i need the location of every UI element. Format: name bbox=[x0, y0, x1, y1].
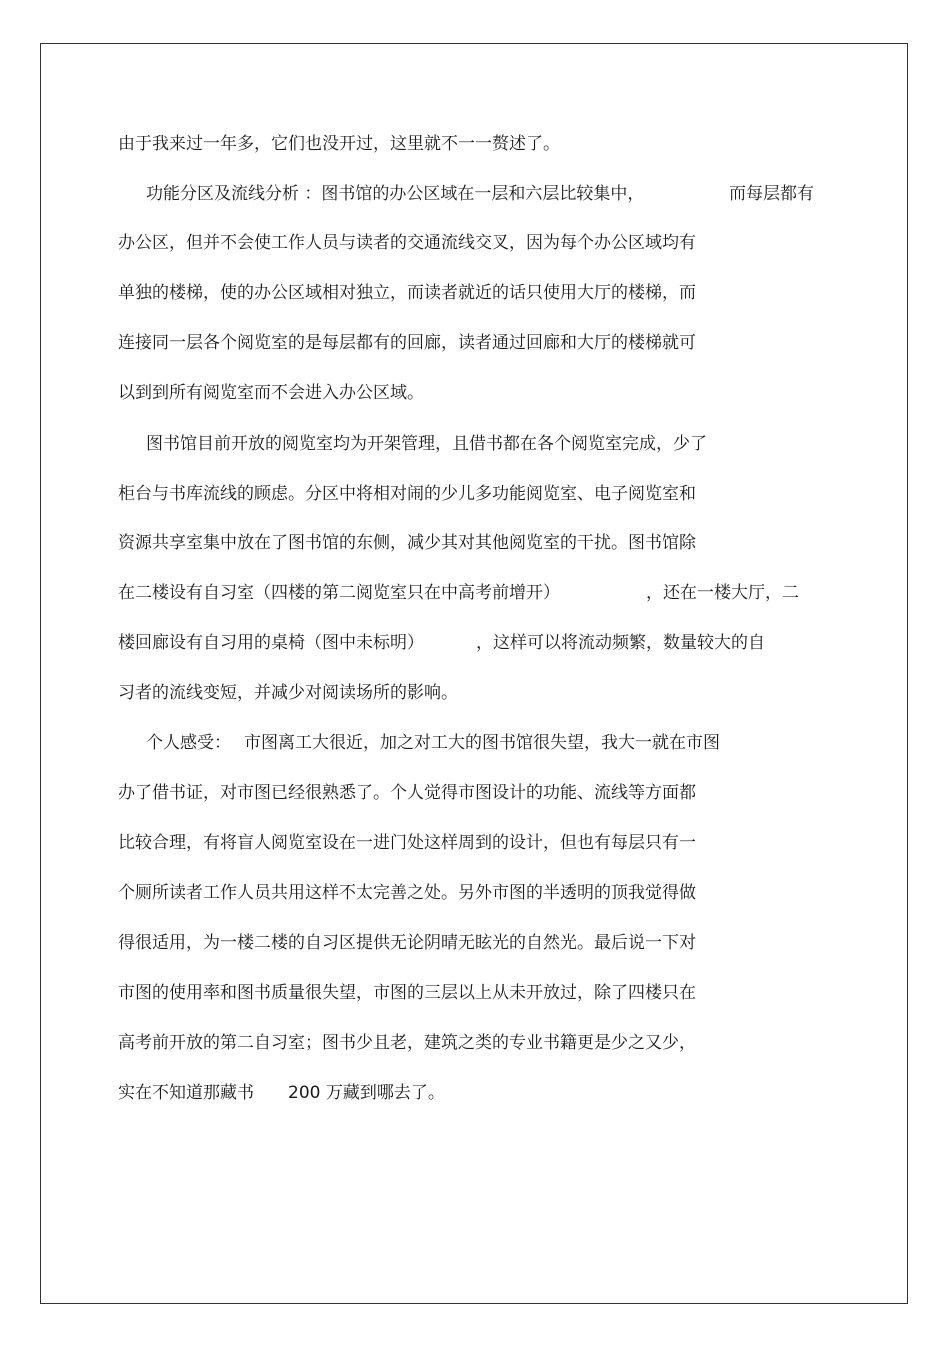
section-heading-feeling: 个人感受： bbox=[146, 733, 231, 753]
text-line: 单独的楼梯，使的办公区域相对独立，而读者就近的话只使用大厅的楼梯，而 bbox=[118, 283, 696, 303]
section-heading-function: 功能分区及流线分析 ：图书馆的办公区域在一层和六层比较集中， bbox=[146, 184, 645, 204]
text-line: ，还在一楼大厅，二 bbox=[646, 583, 799, 603]
text-line: 个厕所读者工作人员共用这样不太完善之处。另外市图的半透明的顶我觉得做 bbox=[118, 883, 696, 903]
text-line: 而每层都有 bbox=[729, 184, 814, 204]
text-line: 习者的流线变短，并减少对阅读场所的影响。 bbox=[118, 683, 458, 703]
text-line: 由于我来过一年多，它们也没开过，这里就不一一赘述了。 bbox=[118, 134, 560, 154]
text-line: 以到到所有阅览室而不会进入办公区域。 bbox=[118, 383, 424, 403]
text-line: 办了借书证，对市图已经很熟悉了。个人觉得市图设计的功能、流线等方面都 bbox=[118, 783, 696, 803]
text-line: 柜台与书库流线的顾虑。分区中将相对闹的少儿多功能阅览室、电子阅览室和 bbox=[118, 484, 696, 504]
text-line: 楼回廊设有自习用的桌椅（图中未标明） bbox=[118, 633, 424, 653]
text-line bbox=[146, 731, 231, 755]
text-line bbox=[146, 182, 644, 206]
text-line: 比较合理，有将盲人阅览室设在一进门处这样周到的设计，但也有每层只有一 bbox=[118, 833, 696, 853]
text-line: 资源共享室集中放在了图书馆的东侧，减少其对其他阅览室的干扰。图书馆除 bbox=[118, 533, 696, 553]
text-line: 市图离工大很近，加之对工大的图书馆很失望，我大一就在市图 bbox=[244, 733, 720, 753]
text-line: 实在不知道那藏书 bbox=[118, 1083, 254, 1103]
text-line: 高考前开放的第二自习室；图书少且老，建筑之类的专业书籍更是少之又少， bbox=[118, 1033, 696, 1053]
text-line: 市图的使用率和图书质量很失望，市图的三层以上从未开放过，除了四楼只在 bbox=[118, 983, 696, 1003]
text-line: 办公区，但并不会使工作人员与读者的交通流线交叉，因为每个办公区域均有 bbox=[118, 233, 696, 253]
text-line: 在二楼设有自习室（四楼的第二阅览室只在中高考前增开） bbox=[118, 583, 560, 603]
text-line: ，这样可以将流动频繁，数量较大的自 bbox=[476, 633, 765, 653]
text-line: 图书馆目前开放的阅览室均为开架管理，且借书都在各个阅览室完成，少了 bbox=[146, 434, 707, 454]
text-line: 得很适用，为一楼二楼的自习区提供无论阴晴无眩光的自然光。最后说一下对 bbox=[118, 933, 696, 953]
text-line: 200 万藏到哪去了。 bbox=[288, 1083, 445, 1103]
text-line: 连接同一层各个阅览室的是每层都有的回廊，读者通过回廊和大厅的楼梯就可 bbox=[118, 333, 696, 353]
